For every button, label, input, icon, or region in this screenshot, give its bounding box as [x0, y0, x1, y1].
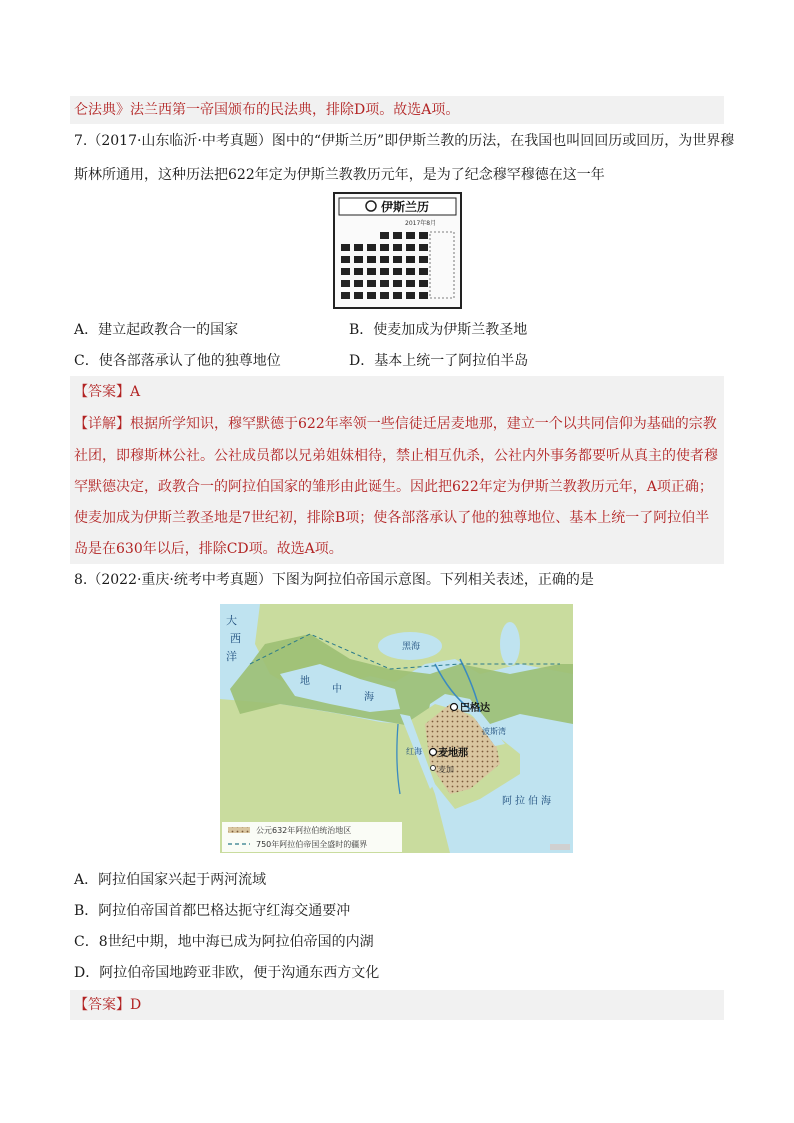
calendar-cell [393, 244, 402, 251]
calendar-cell [406, 268, 415, 275]
calendar-grid [341, 232, 428, 299]
calendar-cell [419, 280, 428, 287]
arab-empire-map [220, 604, 573, 853]
q8-answer [74, 995, 141, 1015]
map-label-ocean-2: 西 [230, 632, 241, 645]
calendar-cell [367, 268, 376, 275]
map-label-ocean-3: 洋 [226, 650, 237, 663]
q7-answer-label: 【答案】 [74, 384, 130, 400]
map-label-med-2: 中 [332, 684, 342, 695]
calendar-cell [341, 256, 350, 263]
calendar-cell [393, 280, 402, 287]
calendar-cell [393, 292, 402, 299]
calendar-cell [367, 292, 376, 299]
q7-option-c: C．使各部落承认了他的独尊地位 [74, 353, 281, 369]
q8-option-c: C．8世纪中期，地中海已成为阿拉伯帝国的内湖 [74, 934, 374, 950]
calendar-note: 2017年8月 [405, 220, 437, 227]
calendar-illustration [335, 194, 460, 307]
calendar-cell [341, 268, 350, 275]
baghdad-marker [451, 704, 458, 711]
q8-option-d: D．阿拉伯帝国地跨亚非欧，便于沟通东西方文化 [74, 965, 380, 981]
islamic-calendar-image [333, 192, 462, 309]
calendar-cell [380, 292, 389, 299]
calendar-cell [380, 280, 389, 287]
calendar-cell [393, 268, 402, 275]
calendar-cell [419, 292, 428, 299]
q7-detail-line5: 岛是在630年以后，排除CD项。故选A项。 [74, 541, 343, 557]
q7-detail-line4: 使麦加成为伊斯兰教圣地是7世纪初，排除B项；使各部落承认了他的独尊地位、基本上统一了阿拉伯半 [74, 510, 710, 526]
q8-stem: 8.（2022·重庆·统考中考真题）下图为阿拉伯帝国示意图。下列相关表述，正确的是 [74, 572, 594, 588]
map-label-baghdad: 巴格达 [460, 703, 490, 714]
q7-option-d: D．基本上统一了阿拉伯半岛 [349, 353, 529, 369]
calendar-cell [354, 292, 363, 299]
map-label-med-1: 地 [300, 676, 310, 687]
calendar-cell [367, 244, 376, 251]
q7-answer-band [70, 376, 724, 564]
calendar-cell [380, 232, 389, 239]
prev-explanation-tail: 仑法典》法兰西第一帝国颁布的民法典，排除D项。故选A项。 [74, 102, 460, 118]
calendar-cell [406, 292, 415, 299]
map-label-arabian-sea: 阿拉伯海 [502, 796, 554, 807]
calendar-cell [354, 244, 363, 251]
calendar-cell [406, 244, 415, 251]
map-label-gulf: 波斯湾 [482, 727, 506, 736]
calendar-cell [354, 256, 363, 263]
calendar-cell [367, 280, 376, 287]
q8-answer-label: 【答案】 [74, 997, 130, 1013]
calendar-cell [406, 256, 415, 263]
q8-answer-value: D [130, 997, 142, 1013]
map-label-mecca: 麦加 [438, 765, 454, 774]
map-label-med-3: 海 [364, 692, 374, 703]
calendar-cell [341, 292, 350, 299]
calendar-cell [419, 256, 428, 263]
map-legend-item1: 公元632年阿拉伯统治地区 [256, 826, 352, 835]
calendar-cell [406, 232, 415, 239]
calendar-cell [393, 256, 402, 263]
q7-answer-value: A [130, 384, 141, 400]
q7-detail-line1 [74, 414, 717, 434]
q7-option-b: B．使麦加成为伊斯兰教圣地 [349, 322, 528, 338]
q7-option-a: A．建立起政教合一的国家 [74, 322, 239, 338]
q7-answer [74, 382, 140, 402]
calendar-cell [419, 232, 428, 239]
map-label-medina: 麦地那 [438, 748, 468, 759]
map-label-black-sea: 黑海 [402, 642, 421, 652]
map-label-ocean-1: 大 [226, 614, 237, 627]
calendar-cell [406, 280, 415, 287]
map-illustration [220, 604, 573, 853]
calendar-cell [419, 268, 428, 275]
calendar-cell [380, 256, 389, 263]
calendar-cell [354, 280, 363, 287]
q7-stem-line2: 斯林所通用，这种历法把622年定为伊斯兰教教历元年，是为了纪念穆罕穆德在这一年 [74, 167, 605, 183]
calendar-cell [341, 280, 350, 287]
q8-answer-band [70, 990, 724, 1020]
q8-option-a: A．阿拉伯国家兴起于两河流域 [74, 872, 267, 888]
calendar-cell [354, 268, 363, 275]
calendar-cell [419, 244, 428, 251]
q7-stem-line1: 7.（2017·山东临沂·中考真题）图中的“伊斯兰历”即伊斯兰教的历法，在我国也叫回回历或回历，为世界穆 [74, 133, 735, 149]
calendar-cell [367, 256, 376, 263]
map-label-red-sea: 红海 [406, 747, 422, 756]
map-legend-item2: 750年阿拉伯帝国全盛时的疆界 [256, 840, 368, 849]
q7-detail-line2: 社团，即穆斯林公社。公社成员都以兄弟姐妹相待，禁止相互仇杀，公社内外事务都要听从真主的使者穆 [74, 448, 718, 464]
calendar-title: 伊斯兰历 [381, 200, 430, 214]
calendar-cell [341, 244, 350, 251]
q7-detail-text: 根据所学知识，穆罕默德于622年率领一些信徒迁居麦地那，建立一个以共同信仰为基础的宗教 [130, 416, 717, 432]
q8-option-b: B．阿拉伯帝国首都巴格达扼守红海交通要冲 [74, 903, 351, 919]
mecca-marker [431, 766, 436, 771]
calendar-cell [380, 244, 389, 251]
calendar-cell [393, 232, 402, 239]
medina-marker [430, 749, 437, 756]
q7-detail-line3: 罕默德决定，政教合一的阿拉伯国家的雏形由此诞生。因此把622年定为伊斯兰教教历元年，A项正确； [74, 479, 713, 495]
q7-detail-label: 【详解】 [74, 416, 130, 432]
calendar-cell [380, 268, 389, 275]
